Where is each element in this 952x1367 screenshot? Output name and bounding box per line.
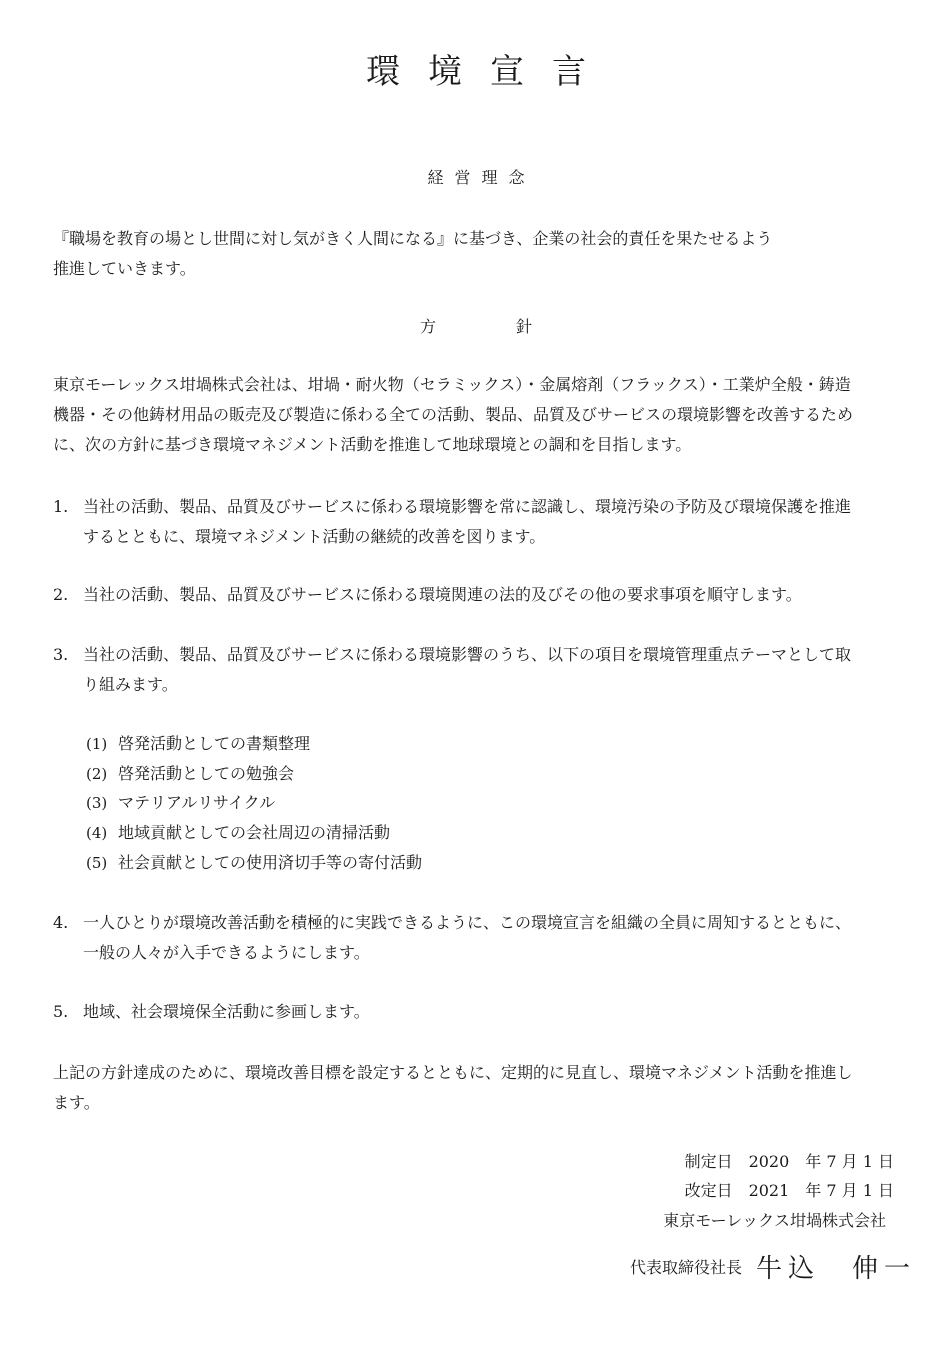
theme-item-text: マテリアルリサイクル [118,793,276,812]
theme-item-label: (2) [86,765,108,783]
representative-name: 牛込 伸一 [755,1254,916,1284]
closing-line: ます。 [53,1093,100,1112]
closing-line: 上記の方針達成のために、環境改善目標を設定するとともに、定期的に見直し、環境マネジメント活動を推進し [53,1063,853,1082]
policy-item-line: 当社の活動、製品、品質及びサービスに係わる環境影響を常に認識し、環境汚染の予防及び環境保護を推進 [83,497,852,516]
policy-item-line: 当社の活動、製品、品質及びサービスに係わる環境影響のうち、以下の項目を環境管理重点テーマとして取 [83,645,852,664]
policy-item-5 [53,997,923,1027]
theme-item-label: (3) [86,794,108,812]
philosophy-line: 推進していきます。 [53,259,196,278]
theme-item-5 [86,848,422,878]
theme-item-1 [86,729,310,759]
policy-item-line: 当社の活動、製品、品質及びサービスに係わる環境関連の法的及びその他の要求事項を順守します。 [83,585,802,604]
policy-intro [53,370,923,460]
policy-item-4 [53,908,923,968]
theme-item-text: 地域貢献としての会社周辺の清掃活動 [118,823,391,842]
theme-item-text: 社会貢献としての使用済切手等の寄付活動 [118,853,423,872]
policy-intro-line: 東京モーレックス坩堝株式会社は、坩堝・耐火物（セラミックス）・金属熔剤（フラックス）・工業炉全般・鋳造 [53,375,851,394]
policy-item-number: 1. [53,497,69,516]
closing-text [53,1058,923,1118]
policy-item-line: り組みます。 [83,675,178,694]
policy-intro-line: に、次の方針に基づき環境マネジメント活動を推進して地球環境との調和を目指します。 [53,435,692,454]
representative-title: 代表取締役社長 [629,1258,742,1277]
philosophy-heading: 経営理念 [427,168,536,187]
theme-item-text: 啓発活動としての勉強会 [118,764,295,783]
theme-item-3 [86,788,275,818]
policy-item-line: するとともに、環境マネジメント活動の継続的改善を図ります。 [83,527,546,546]
policy-item-number: 3. [53,645,69,664]
theme-item-2 [86,759,294,789]
policy-item-number: 4. [53,913,69,932]
philosophy-text [53,224,923,284]
revised-date: 改定日 2021 年 7 月 1 日 [684,1181,894,1200]
policy-item-line: 一人ひとりが環境改善活動を積極的に実践できるように、この環境宣言を組織の全員に周知するとともに、 [83,913,852,932]
policy-item-line: 地域、社会環境保全活動に参画します。 [83,1002,370,1021]
policy-item-3 [53,640,923,700]
policy-item-1 [53,492,923,552]
policy-item-line: 一般の人々が入手できるようにします。 [83,943,370,962]
theme-item-label: (5) [86,854,108,872]
theme-item-label: (4) [86,824,108,842]
philosophy-line: 『職場を教育の場とし世間に対し気がきく人間になる』に基づき、企業の社会的責任を果たせるよう [53,229,773,248]
theme-item-4 [86,818,390,848]
policy-item-2 [53,580,923,610]
policy-item-number: 2. [53,585,69,604]
policy-heading: 方針 [419,317,612,336]
theme-item-label: (1) [86,735,108,753]
theme-item-text: 啓発活動としての書類整理 [118,734,311,753]
document-title: 環境宣言 [366,52,614,92]
policy-intro-line: 機器・その他鋳材用品の販売及び製造に係わる全ての活動、製品、品質及びサービスの環境影響を改善するため [53,405,854,424]
policy-item-number: 5. [53,1002,69,1021]
company-name: 東京モーレックス坩堝株式会社 [663,1211,886,1230]
representative-signature [630,1248,916,1285]
established-date: 制定日 2020 年 7 月 1 日 [684,1152,894,1171]
